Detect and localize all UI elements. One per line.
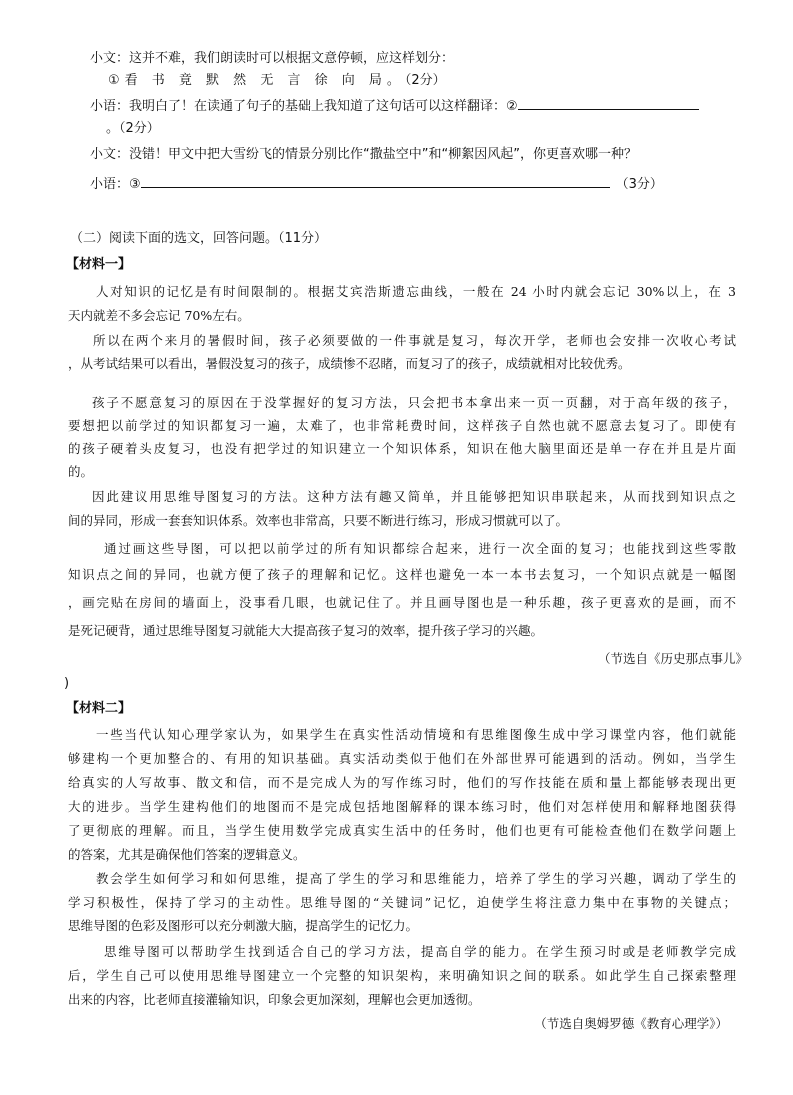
m1-p5-line-3: ，画完贴在房间的墙面上，没事看几眼，也就记住了。并且画导图也是一种乐趣，孩子更喜欢的是画，而不: [68, 595, 736, 610]
material-2-title: 【材料二】: [66, 701, 132, 716]
m2-p1-line-1: 一些当代认知心理学家认为，如果学生在真实性活动情境和有思维图像生成中学习课堂内容，他们就能: [96, 727, 736, 742]
m2-p1-line-4: 大的进步。当学生建构他们的地图而不是完成包括地图解释的课本练习时，他们对怎样使用和解释地图获得: [68, 799, 736, 814]
m1-p3-line-1: 孩子不愿意复习的原因在于没掌握好的复习方法，只会把书本拿出来一页一页翻，对于高年级的孩子，: [92, 395, 736, 410]
stray-mark: ): [64, 676, 70, 691]
dialogue-line-3: [90, 96, 758, 116]
m2-p1-line-3: 给真实的人写故事、散文和信，而不是完成人为的写作练习时，他们的写作技能在质和量上都能够表现出更: [68, 775, 736, 790]
m1-p2-line-1: 所以在两个来月的暑假时间，孩子必须要做的一件事就是复习，每次开学，老师也会安排一次收心考试: [93, 333, 736, 348]
dialogue-prompt: 小语：③: [90, 177, 141, 192]
material-2-source: （节选自奥姆罗德《教育心理学》）: [534, 1016, 728, 1031]
m1-p3-line-2: 要想把以前学过的知识都复习一遍，太难了，也非常耗费时间，这样孩子自然也就不愿意去复习了。即使有: [68, 418, 736, 433]
material-1-title: 【材料一】: [66, 257, 132, 272]
score-label: （2分）: [404, 73, 446, 88]
m2-p1-line-2: 够建构一个更加整合的、有用的知识基础。真实活动类似于他们在外部世界可能遇到的活动。例如，当学生: [68, 751, 736, 766]
dialogue-line-6: [90, 174, 758, 194]
material-1-source: （节选自《历史那点事儿》: [597, 651, 748, 666]
m1-p5-line-4: 是死记硬背，通过思维导图复习就能大大提高孩子复习的效率，提升孩子学习的兴趣。: [68, 623, 544, 638]
section-heading: （二）阅读下面的选文，回答问题。（11分）: [70, 231, 328, 246]
m1-p5-line-2: 知识点之间的异同，也就方便了孩子的理解和记忆。这样也避免一本一本书去复习，一个知识点就是一幅图: [68, 567, 736, 582]
m1-p2-line-2: ，从考试结果可以看出，暑假没复习的孩子，成绩惨不忍睹，而复习了的孩子，成绩就相对比较优秀。: [68, 356, 631, 371]
m2-p1-line-5: 了更彻底的理解。而且，当学生使用数学完成真实生活中的任务时，他们也更有可能检查他们在数学问题上: [68, 823, 736, 838]
dialogue-line-4: 。（2分）: [106, 121, 160, 136]
answer-blank-2[interactable]: [518, 96, 699, 110]
m1-p1-line-2: 天内就差不多会忘记 70%左右。: [68, 308, 250, 323]
dialogue-prompt: 小语：我明白了！在读通了句子的基础上我知道了这句话可以这样翻译：②: [90, 99, 518, 114]
m2-p1-line-6: 的答案，尤其是确保他们答案的逻辑意义。: [68, 847, 306, 862]
m1-p3-line-4: 的。: [68, 464, 94, 479]
m2-p2-line-1: 教会学生如何学习和如何思维，提高了学生的学习和思维能力，培养了学生的学习兴趣，调动了学生的: [96, 871, 736, 886]
m1-p4-line-2: 间的异同，形成一套套知识体系。效率也非常高，只要不断进行练习，形成习惯就可以了。: [68, 513, 569, 528]
score-label: （3分）: [615, 177, 663, 192]
m2-p3-line-2: 后，学生自己可以使用思维导图建立一个完整的知识架构，来明确知识之间的联系。如此学生自己探索整理: [68, 968, 736, 983]
m1-p4-line-1: 因此建议用思维导图复习的方法。这种方法有趣又简单，并且能够把知识串联起来，从而找到知识点之: [92, 489, 736, 504]
segmented-sentence: ①看 书 竟 默 然 无 言 徐 向 局。: [108, 73, 405, 88]
m1-p1-line-1: 人对知识的记忆是有时间限制的。根据艾宾浩斯遗忘曲线，一般在 24 小时内就会忘记 30%以上，在 3: [96, 284, 736, 299]
m2-p2-line-2: 学习积极性，保持了学习的主动性。思维导图的“关键词”记忆，迫使学生将注意力集中在事物的关键点；: [68, 895, 736, 910]
m2-p3-line-3: 出来的内容，比老师直接灌输知识，印象会更加深刻，理解也会更加透彻。: [68, 992, 481, 1007]
dialogue-line-2: [108, 72, 776, 90]
answer-blank-3[interactable]: [141, 174, 610, 188]
m1-p5-line-1: 通过画这些导图，可以把以前学过的所有知识都综合起来，进行一次全面的复习；也能找到这些零散: [104, 541, 736, 556]
m1-p3-line-3: 的孩子硬着头皮复习，也没有把学过的知识建立一个知识体系，知识在他大脑里面还是单一存在并且是片面: [68, 441, 736, 456]
m2-p3-line-1: 思维导图可以帮助学生找到适合自己的学习方法，提高自学的能力。在学生预习时或是老师教学完成: [104, 944, 736, 959]
dialogue-line-5: 小文：没错！甲文中把大雪纷飞的情景分别比作“撒盐空中”和“柳絮因风起”，你更喜欢哪一种？: [90, 147, 637, 162]
dialogue-line-1: 小文：这并不难，我们朗读时可以根据文意停顿，应这样划分：: [90, 51, 455, 66]
m2-p2-line-3: 思维导图的色彩及图形可以充分刺激大脑，提高学生的记忆力。: [68, 918, 419, 933]
